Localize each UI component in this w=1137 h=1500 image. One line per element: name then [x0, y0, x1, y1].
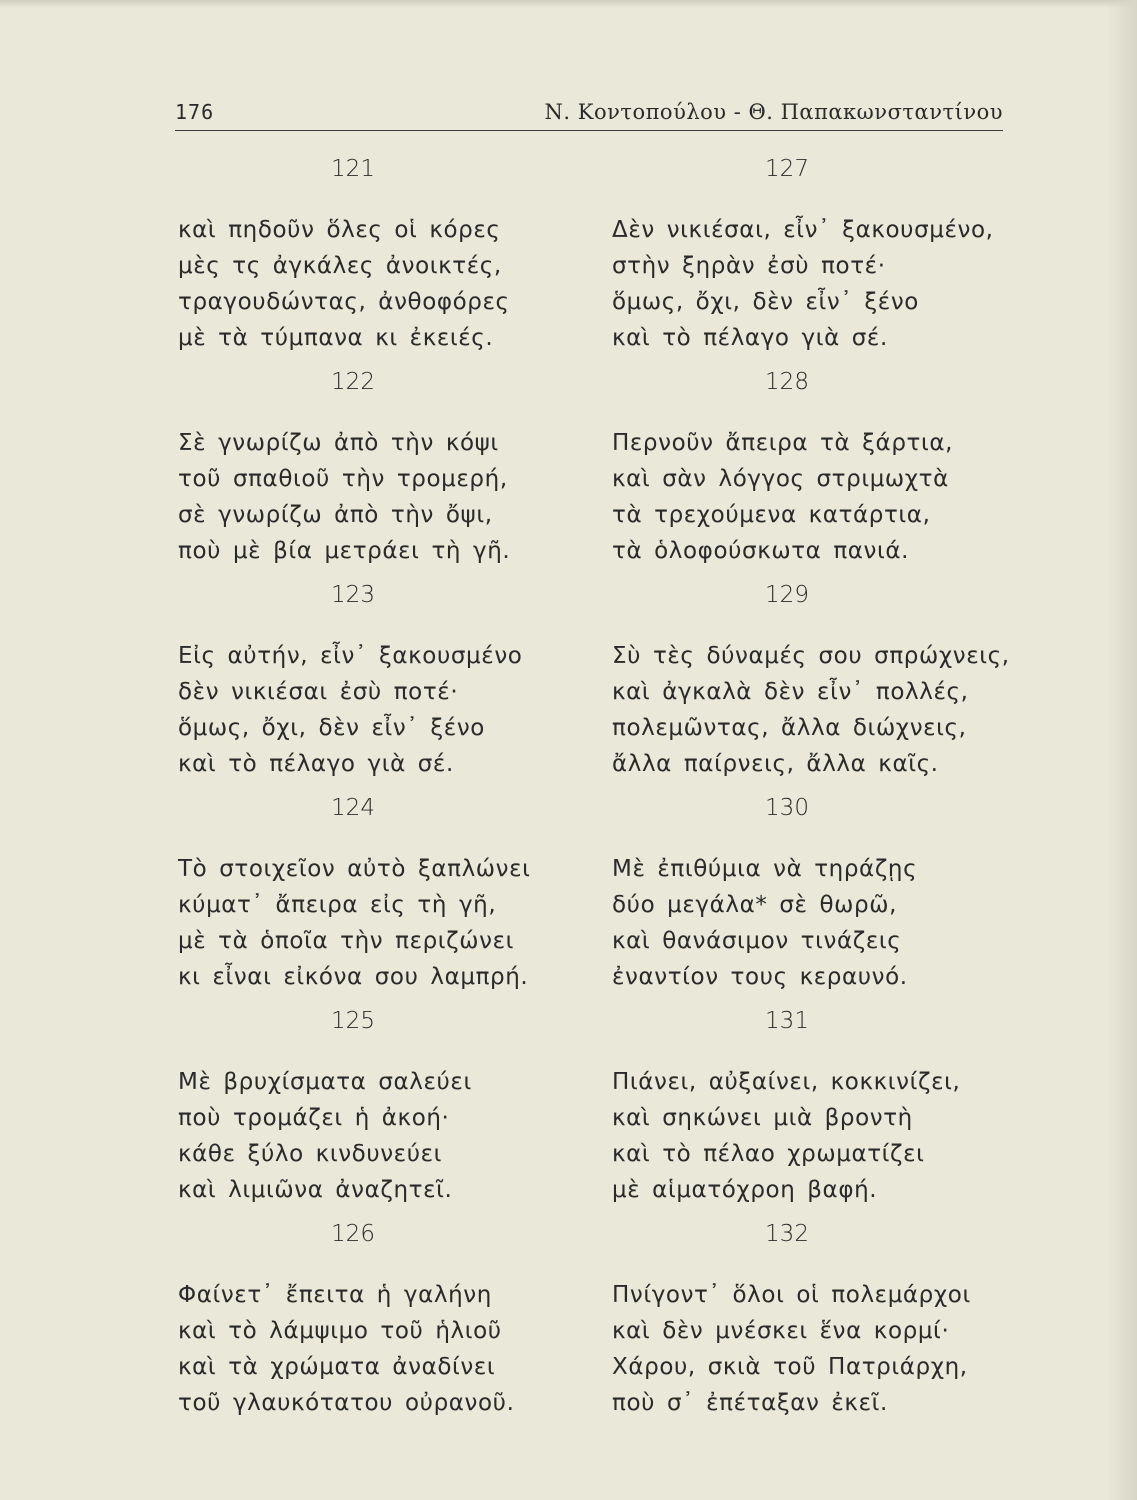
verse-line: τραγουδώντας, ἀνθοφόρες — [178, 289, 510, 315]
poem-stanza — [178, 150, 578, 363]
verse-line: ὅμως, ὄχι, δὲν εἶν᾿ ξένο — [178, 715, 485, 741]
verse-line: καὶ τὸ πέλαγο γιὰ σέ. — [178, 751, 454, 777]
stanza-lines — [612, 638, 1012, 782]
verse-line: Δὲν νικιέσαι, εἶν᾿ ξακουσμένο, — [612, 217, 994, 243]
stanza-lines — [178, 638, 578, 782]
verse-line: Μὲ ἐπιθύμια νὰ τηράζῃς — [612, 856, 918, 882]
poem-stanza — [612, 789, 1012, 1002]
poem-stanza — [612, 1215, 1012, 1428]
verse-line: Πιάνει, αὐξαίνει, κοκκινίζει, — [612, 1069, 961, 1095]
verse-line: Σὺ τὲς δύναμές σου σπρώχνεις, — [612, 643, 1010, 669]
verse-line: σὲ γνωρίζω ἀπὸ τὴν ὄψι, — [178, 502, 493, 528]
stanza-lines — [178, 1064, 578, 1208]
stanza-number: 121 — [331, 156, 375, 182]
verse-line: μὲς τς ἀγκάλες ἀνοικτές, — [178, 253, 502, 279]
stanza-lines — [178, 1277, 578, 1421]
poem-stanza — [612, 1002, 1012, 1215]
page-top-edge — [0, 0, 1137, 8]
verse-line: καὶ δὲν μνέσκει ἕνα κορμί· — [612, 1318, 950, 1344]
verse-line: ὅμως, ὄχι, δὲν εἶν᾿ ξένο — [612, 289, 919, 315]
page-header — [175, 96, 1003, 131]
verse-line: κάθε ξύλο κινδυνεύει — [178, 1141, 443, 1167]
stanza-lines — [178, 212, 578, 356]
left-column — [178, 150, 578, 1428]
stanza-number: 129 — [765, 582, 809, 608]
poem-stanza — [178, 576, 578, 789]
stanza-lines — [178, 425, 578, 569]
verse-line: ἄλλα παίρνεις, ἄλλα καῖς. — [612, 751, 939, 777]
right-column — [612, 150, 1012, 1428]
stanza-number: 132 — [765, 1221, 809, 1247]
verse-line: καὶ θανάσιμον τινάζεις — [612, 928, 902, 954]
verse-line: καὶ τὸ πέλαγο γιὰ σέ. — [612, 325, 888, 351]
verse-line: καὶ λιμιῶνα ἀναζητεῖ. — [178, 1177, 453, 1203]
poem-stanza — [178, 1215, 578, 1428]
verse-line: δὲν νικιέσαι ἐσὺ ποτέ· — [178, 679, 459, 705]
verse-line: Χάρου, σκιὰ τοῦ Πατριάρχη, — [612, 1354, 968, 1380]
verse-line: Φαίνετ᾿ ἔπειτα ἡ γαλήνη — [178, 1282, 492, 1308]
verse-line: καὶ τὸ λάμψιμο τοῦ ἡλιοῦ — [178, 1318, 502, 1344]
stanza-number: 130 — [765, 795, 809, 821]
stanza-lines — [178, 851, 578, 995]
verse-line: στὴν ξηρὰν ἐσὺ ποτέ· — [612, 253, 886, 279]
stanza-number: 126 — [331, 1221, 375, 1247]
stanza-lines — [612, 1277, 1012, 1421]
running-head: Ν. Κοντοπούλου - Θ. Παπακωνσταντίνου — [544, 100, 1003, 124]
verse-line: Μὲ βρυχίσματα σαλεύει — [178, 1069, 472, 1095]
verse-line: μὲ τὰ ὁποῖα τὴν περιζώνει — [178, 928, 515, 954]
stanza-number: 122 — [331, 369, 375, 395]
verse-line: κι εἶναι εἰκόνα σου λαμπρή. — [178, 964, 529, 990]
verse-line: Περνοῦν ἄπειρα τὰ ξάρτια, — [612, 430, 954, 456]
stanza-number: 128 — [765, 369, 809, 395]
verse-line: Σὲ γνωρίζω ἀπὸ τὴν κόψι — [178, 430, 499, 456]
stanza-lines — [612, 851, 1012, 995]
verse-line: ἐναντίον τους κεραυνό. — [612, 964, 908, 990]
stanza-number: 125 — [331, 1008, 375, 1034]
verse-line: κύματ᾿ ἄπειρα εἰς τὴ γῆ, — [178, 892, 497, 918]
verse-line: μὲ αἱματόχροη βαφή. — [612, 1177, 878, 1203]
verse-line: ποὺ σ᾿ ἐπέταξαν ἐκεῖ. — [612, 1390, 888, 1416]
poem-stanza — [178, 1002, 578, 1215]
stanza-number: 127 — [765, 156, 809, 182]
verse-line: καὶ σηκώνει μιὰ βροντὴ — [612, 1105, 913, 1131]
verse-line: δύο μεγάλα* σὲ θωρῶ, — [612, 892, 898, 918]
stanza-lines — [612, 1064, 1012, 1208]
verse-line: καὶ σὰν λόγγος στριμωχτὰ — [612, 466, 949, 492]
verse-line: Εἰς αὐτήν, εἶν᾿ ξακουσμένο — [178, 643, 523, 669]
poem-stanza — [612, 576, 1012, 789]
verse-line: ποὺ μὲ βία μετράει τὴ γῆ. — [178, 538, 511, 564]
verse-line: μὲ τὰ τύμπανα κι ἐκειές. — [178, 325, 494, 351]
verse-line: τοῦ σπαθιοῦ τὴν τρομερή, — [178, 466, 508, 492]
poem-stanza — [612, 150, 1012, 363]
verse-line: ποὺ τρομάζει ἡ ἀκοή· — [178, 1105, 450, 1131]
stanza-number: 124 — [331, 795, 375, 821]
stanza-lines — [612, 425, 1012, 569]
poem-stanza — [178, 363, 578, 576]
page-right-edge — [1107, 0, 1137, 1500]
verse-line: πολεμῶντας, ἄλλα διώχνεις, — [612, 715, 967, 741]
verse-line: τὰ ὁλοφούσκωτα πανιά. — [612, 538, 910, 564]
verse-line: καὶ πηδοῦν ὅλες οἱ κόρες — [178, 217, 501, 243]
verse-line: καὶ τὸ πέλαο χρωματίζει — [612, 1141, 925, 1167]
stanza-number: 131 — [765, 1008, 809, 1034]
verse-line: καὶ τὰ χρώματα ἀναδίνει — [178, 1354, 496, 1380]
stanza-lines — [612, 212, 1012, 356]
verse-line: τοῦ γλαυκότατου οὐρανοῦ. — [178, 1390, 515, 1416]
verse-line: Πνίγοντ᾿ ὅλοι οἱ πολεμάρχοι — [612, 1282, 971, 1308]
verse-line: καὶ ἀγκαλὰ δὲν εἶν᾿ πολλές, — [612, 679, 969, 705]
poem-stanza — [612, 363, 1012, 576]
verse-line: Τὸ στοιχεῖον αὐτὸ ξαπλώνει — [178, 856, 531, 882]
poem-stanza — [178, 789, 578, 1002]
stanza-number: 123 — [331, 582, 375, 608]
verse-line: τὰ τρεχούμενα κατάρτια, — [612, 502, 931, 528]
page-number: 176 — [175, 100, 215, 124]
